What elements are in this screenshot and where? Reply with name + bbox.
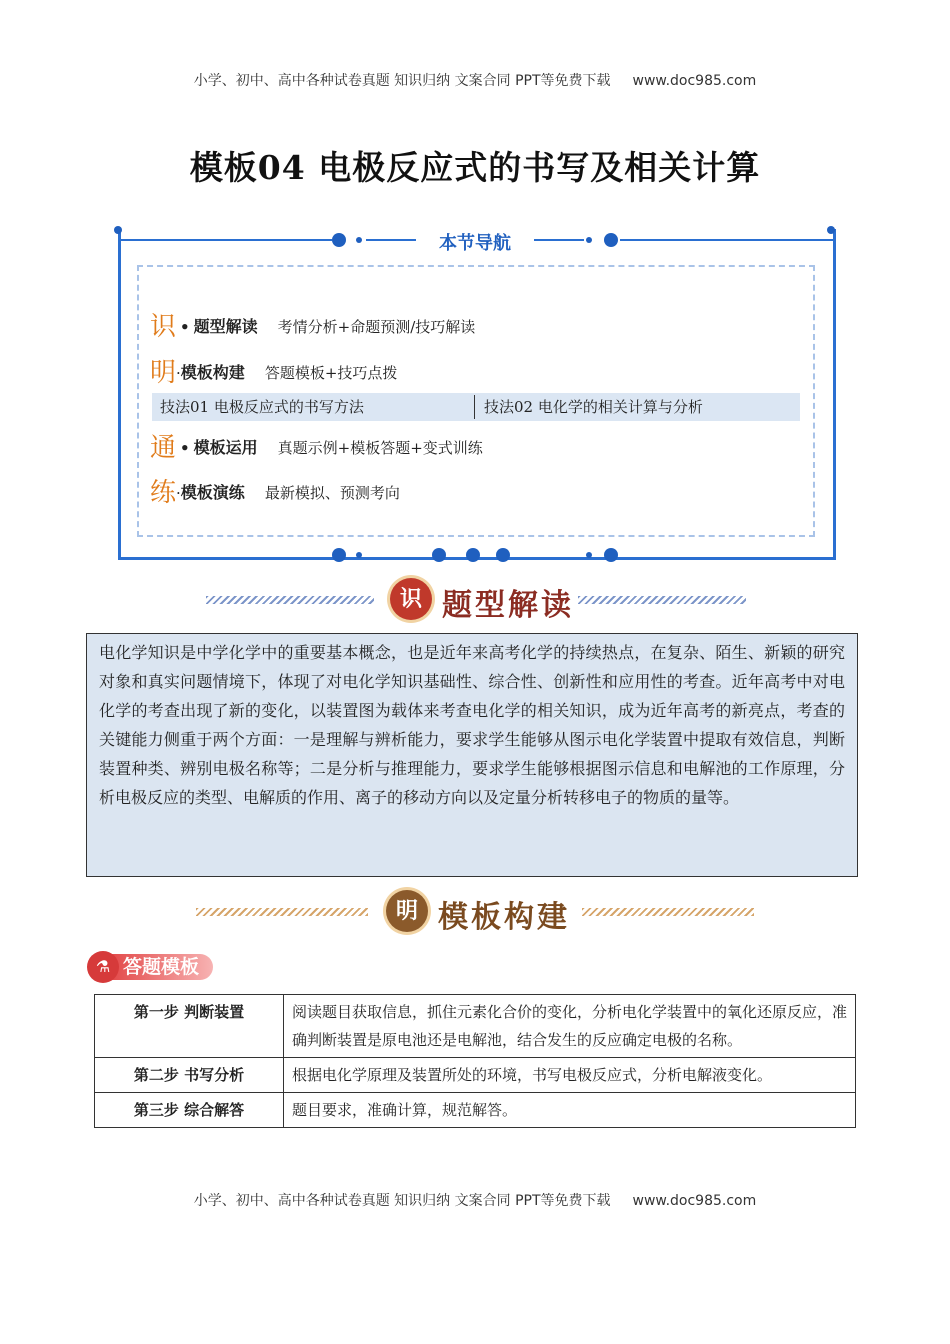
nav-corner-dot-right xyxy=(827,226,835,234)
nav-dot xyxy=(356,237,362,243)
nav-dot xyxy=(332,233,346,247)
nav-row-tong[interactable]: 通 • 模板运用 真题示例+模板答题+变式训练 xyxy=(150,433,483,463)
table-row xyxy=(95,1058,856,1093)
nav-row-name: 模板运用 xyxy=(193,438,258,457)
nav-row-lian[interactable]: 练·模板演练 最新模拟、预测考向 xyxy=(150,478,400,508)
nav-bottom-dot xyxy=(466,548,480,562)
nav-corner-dot-left xyxy=(114,226,122,234)
table-row xyxy=(95,995,856,1058)
nav-row-ming[interactable]: 明·模板构建 答题模板+技巧点拨 xyxy=(150,358,398,388)
template-table xyxy=(94,994,856,1128)
nav-row-name: 模板演练 xyxy=(180,483,245,502)
intro-text: 电化学知识是中学化学中的重要基本概念，也是近年来高考化学的持续热点，在复杂、陌生、新颖的研究对象和真实问题情境下，体现了对电化学知识基础性、综合性、创新性和应用性的考查。近年高考中对电化学的考查出现了新的变化，以装置图为载体来考查电化学的相关知识，成为近年高考的新亮点，考查的关键能力侧重于两个方面：一是理解与辨析能力，要求学生能够从图示电化学装置中提取有效信息，判断装置种类、辨别电极名称等；二是分析与推理能力，要求学生能够根据图示信息和电解池的工作原理，分析电极反应的类型、电解质的作用、离子的移动方向以及定量分析转移电子的物质的量等。 xyxy=(99,643,845,807)
nav-line-right xyxy=(620,239,833,241)
technique-bar xyxy=(152,393,800,421)
step-content: 根据电化学原理及装置所处的环境，书写电极反应式，分析电解液变化。 xyxy=(284,1058,856,1093)
nav-bottom-dot xyxy=(356,552,362,558)
nav-dot xyxy=(604,233,618,247)
page-footer xyxy=(0,1190,950,1210)
banner-stripes-right xyxy=(578,596,746,604)
nav-row-char: 通 xyxy=(150,433,177,463)
nav-bottom-dot xyxy=(332,548,346,562)
nav-row-name: 模板构建 xyxy=(180,363,245,382)
header-site-link[interactable]: www.doc985.com xyxy=(632,73,757,89)
nav-row-desc: 答题模板+技巧点拨 xyxy=(264,364,398,382)
footer-text: 小学、初中、高中各种试卷真题 知识归纳 文案合同 PPT等免费下载 xyxy=(193,1193,611,1209)
nav-bottom-dot xyxy=(586,552,592,558)
seal-icon: 明 xyxy=(386,890,428,932)
nav-bottom-dot xyxy=(496,548,510,562)
page-header xyxy=(0,70,950,90)
technique-1[interactable]: 技法01 电极反应式的书写方法 xyxy=(160,398,364,416)
nav-line-left xyxy=(118,239,332,241)
footer-site-link[interactable]: www.doc985.com xyxy=(632,1193,757,1209)
section-title: 模板构建 xyxy=(438,900,570,935)
nav-row-desc: 最新模拟、预测考向 xyxy=(264,484,400,502)
nav-row-char: 明 xyxy=(150,358,177,388)
banner-stripes-right xyxy=(582,908,754,916)
flask-icon: ⚗ xyxy=(87,951,119,983)
page-title: 模板04 电极反应式的书写及相关计算 xyxy=(189,148,761,187)
seal-icon: 识 xyxy=(390,578,432,620)
step-content: 阅读题目获取信息，抓住元素化合价的变化，分析电化学装置中的氧化还原反应，准确判断装置是原电池还是电解池，结合发生的反应确定电极的名称。 xyxy=(284,995,856,1058)
banner-stripes-left xyxy=(196,908,368,916)
technique-2[interactable]: 技法02 电化学的相关计算与分析 xyxy=(484,398,703,416)
answer-template-tag xyxy=(87,951,227,983)
technique-divider xyxy=(474,395,475,419)
nav-row-name: 题型解读 xyxy=(193,317,258,336)
nav-row-desc: 考情分析+命题预测/技巧解读 xyxy=(277,318,476,336)
nav-row-desc: 真题示例+模板答题+变式训练 xyxy=(277,439,483,457)
banner-stripes-left xyxy=(206,596,374,604)
nav-title: 本节导航 xyxy=(439,233,511,254)
step-label: 第二步 书写分析 xyxy=(95,1058,284,1093)
step-label: 第一步 判断装置 xyxy=(95,995,284,1058)
step-label: 第三步 综合解答 xyxy=(95,1093,284,1128)
section-banner-interpretation xyxy=(0,575,950,625)
nav-dot xyxy=(586,237,592,243)
section-banner-template xyxy=(0,887,950,937)
step-content: 题目要求，准确计算，规范解答。 xyxy=(284,1093,856,1128)
intro-box xyxy=(86,633,858,877)
nav-row-char: 识 xyxy=(150,312,177,342)
nav-row-shi[interactable]: 识 • 题型解读 考情分析+命题预测/技巧解读 xyxy=(150,312,476,342)
table-row xyxy=(95,1093,856,1128)
header-text: 小学、初中、高中各种试卷真题 知识归纳 文案合同 PPT等免费下载 xyxy=(193,73,611,89)
nav-row-char: 练 xyxy=(150,478,177,508)
tag-label: 答题模板 xyxy=(111,954,213,980)
nav-bottom-dot xyxy=(432,548,446,562)
nav-bottom-dot xyxy=(604,548,618,562)
section-title: 题型解读 xyxy=(442,588,574,623)
